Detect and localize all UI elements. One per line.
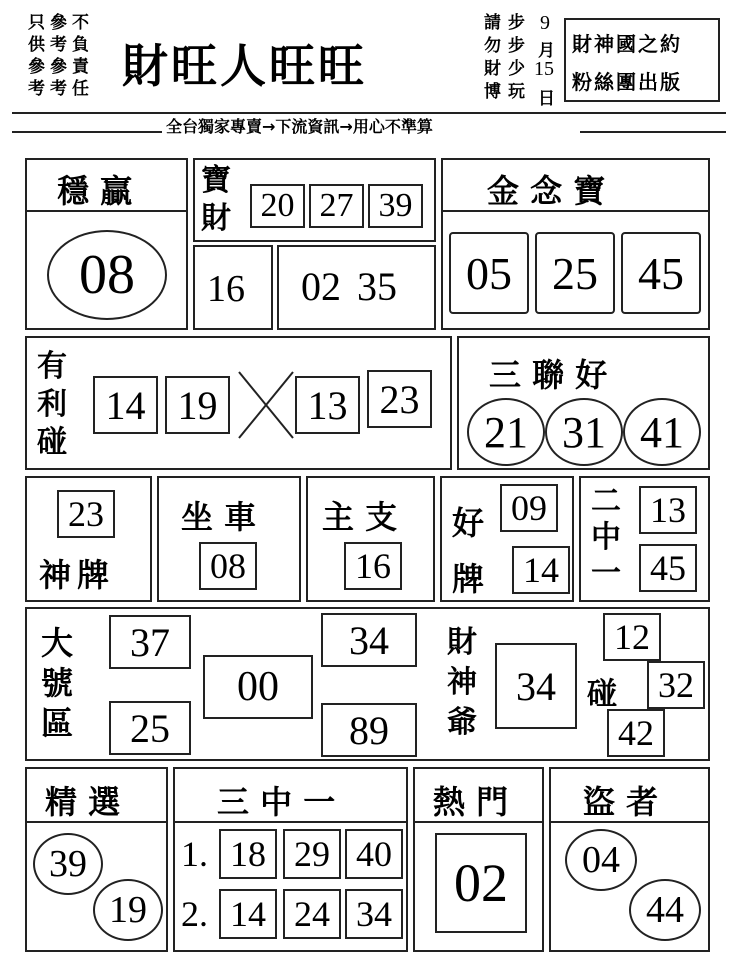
issue-date	[534, 12, 562, 108]
cai-shen-ye-number: 32	[647, 661, 705, 709]
you-li-peng-number: 23	[367, 370, 432, 428]
date-day-unit: 日	[538, 89, 555, 109]
san-zhong-yi-number: 40	[345, 829, 403, 879]
date-month: 9	[540, 12, 550, 34]
you-li-peng-number: 14	[93, 376, 158, 434]
dao-zhe-number: 44	[629, 879, 701, 941]
jing-xuan-number: 19	[93, 879, 163, 941]
san-zhong-yi-panel	[173, 767, 408, 952]
zhu-zhi-label: 主 支	[322, 498, 398, 536]
jin-nian-bao-panel	[441, 158, 710, 330]
peng-label: 碰	[587, 677, 617, 712]
zhu-zhi-number: 16	[344, 542, 402, 590]
bao-cai-label: 寶 財	[201, 163, 231, 236]
cross-icon	[237, 370, 295, 440]
san-zhong-yi-number: 34	[345, 889, 403, 939]
tagline-rule-right	[580, 131, 726, 133]
publisher-line-2: 粉絲團出版	[572, 70, 682, 94]
publisher-line-1: 財神國之約	[572, 32, 682, 56]
shen-pai-label: 神牌	[39, 556, 116, 594]
jing-xuan-number: 39	[33, 833, 103, 895]
san-zhong-yi-number: 14	[219, 889, 277, 939]
hao-pai-label-1: 好	[452, 504, 485, 542]
disclaimer-col-1: 只 供 參 考	[28, 13, 45, 99]
san-zhong-yi-number: 18	[219, 829, 277, 879]
jing-xuan-divider	[27, 821, 166, 823]
cai-shen-ye-center: 34	[495, 643, 577, 729]
cai-shen-ye-label: 財 神 爺	[447, 625, 477, 740]
er-zhong-yi-number: 13	[639, 486, 697, 534]
san-zhong-yi-number: 29	[283, 829, 341, 879]
da-hao-qu-number: 34	[321, 613, 417, 667]
da-hao-qu-label: 大 號 區	[41, 624, 74, 742]
tagline-rule-left	[12, 131, 162, 133]
bao-cai-number: 27	[309, 184, 364, 228]
san-lian-hao-number: 41	[623, 398, 701, 466]
dao-zhe-label: 盜 者	[583, 783, 659, 821]
san-lian-hao-panel	[457, 336, 710, 470]
you-li-peng-label: 有 利 碰	[37, 349, 67, 460]
publisher-box	[564, 18, 720, 102]
jing-xuan-panel	[25, 767, 168, 952]
jin-nian-bao-divider	[443, 210, 708, 212]
jin-nian-bao-number: 25	[535, 232, 615, 314]
hao-pai-number: 14	[512, 546, 570, 594]
jin-nian-bao-label: 金 念 寶	[487, 172, 606, 210]
dao-zhe-number: 04	[565, 829, 637, 891]
disclaimer	[28, 12, 100, 104]
disclaimer-col-2: 參 考 參 考	[50, 13, 67, 99]
date-day: 15	[534, 58, 554, 80]
zuo-che-label: 坐 車	[181, 498, 257, 536]
jin-nian-bao-number: 45	[621, 232, 701, 314]
da-hao-qu-number: 25	[109, 701, 191, 755]
re-men-divider	[415, 821, 542, 823]
bao-cai-panel	[193, 158, 436, 242]
bao-cai-pair: 02 35	[301, 264, 397, 309]
date-month-unit: 月	[538, 41, 555, 61]
da-hao-qu-center: 00	[203, 655, 313, 719]
re-men-panel	[413, 767, 544, 952]
you-li-peng-panel	[25, 336, 452, 470]
da-hao-qu-number: 37	[109, 615, 191, 669]
bao-cai-number: 39	[368, 184, 423, 228]
bao-cai-single-box	[193, 245, 273, 330]
you-li-peng-number: 19	[165, 376, 230, 434]
tagline: 全台獨家專賣→下流資訊→用心不準算	[166, 117, 433, 136]
shen-pai-panel	[25, 476, 152, 602]
cai-shen-ye-number: 42	[607, 709, 665, 757]
zuo-che-panel	[157, 476, 301, 602]
you-li-peng-number: 13	[295, 376, 360, 434]
zuo-che-number: 08	[199, 542, 257, 590]
bao-cai-number: 20	[250, 184, 305, 228]
notice-col-1: 請 勿 財 博	[484, 13, 501, 102]
san-zhong-yi-number: 24	[283, 889, 341, 939]
er-zhong-yi-panel	[579, 476, 710, 602]
er-zhong-yi-label: 二 中 一	[591, 484, 621, 591]
jin-nian-bao-number: 05	[449, 232, 529, 314]
san-zhong-yi-label: 三 中 一	[217, 783, 336, 821]
big-number-panel	[25, 607, 710, 761]
cai-shen-ye-number: 12	[603, 613, 661, 661]
dao-zhe-panel	[549, 767, 710, 952]
disclaimer-col-3: 不 負 責 任	[72, 13, 89, 99]
wen-ying-panel	[25, 158, 188, 330]
dao-zhe-divider	[551, 821, 708, 823]
jing-xuan-label: 精 選	[45, 783, 121, 821]
san-lian-hao-label: 三 聯 好	[489, 356, 608, 394]
wen-ying-divider	[27, 210, 186, 212]
san-zhong-yi-row-2-index: 2.	[181, 894, 208, 934]
er-zhong-yi-number: 45	[639, 544, 697, 592]
san-lian-hao-number: 21	[467, 398, 545, 466]
page-title: 財旺人旺旺	[122, 39, 367, 93]
da-hao-qu-number: 89	[321, 703, 417, 757]
wen-ying-number: 08	[47, 230, 167, 320]
zhu-zhi-panel	[306, 476, 435, 602]
wen-ying-label: 穩 贏	[57, 172, 133, 210]
san-lian-hao-number: 31	[545, 398, 623, 466]
bao-cai-single: 16	[207, 268, 245, 310]
bao-cai-pair-box	[277, 245, 436, 330]
hao-pai-panel	[440, 476, 574, 602]
san-zhong-yi-divider	[175, 821, 406, 823]
notice-col-2: 步 步 少 玩	[508, 13, 525, 102]
hao-pai-label-2: 牌	[452, 560, 485, 598]
re-men-label: 熱 門	[433, 783, 509, 821]
hao-pai-number: 09	[500, 484, 558, 532]
san-zhong-yi-row-1-index: 1.	[181, 834, 208, 874]
re-men-number: 02	[435, 833, 527, 933]
notice	[484, 12, 532, 108]
shen-pai-number: 23	[57, 490, 115, 538]
